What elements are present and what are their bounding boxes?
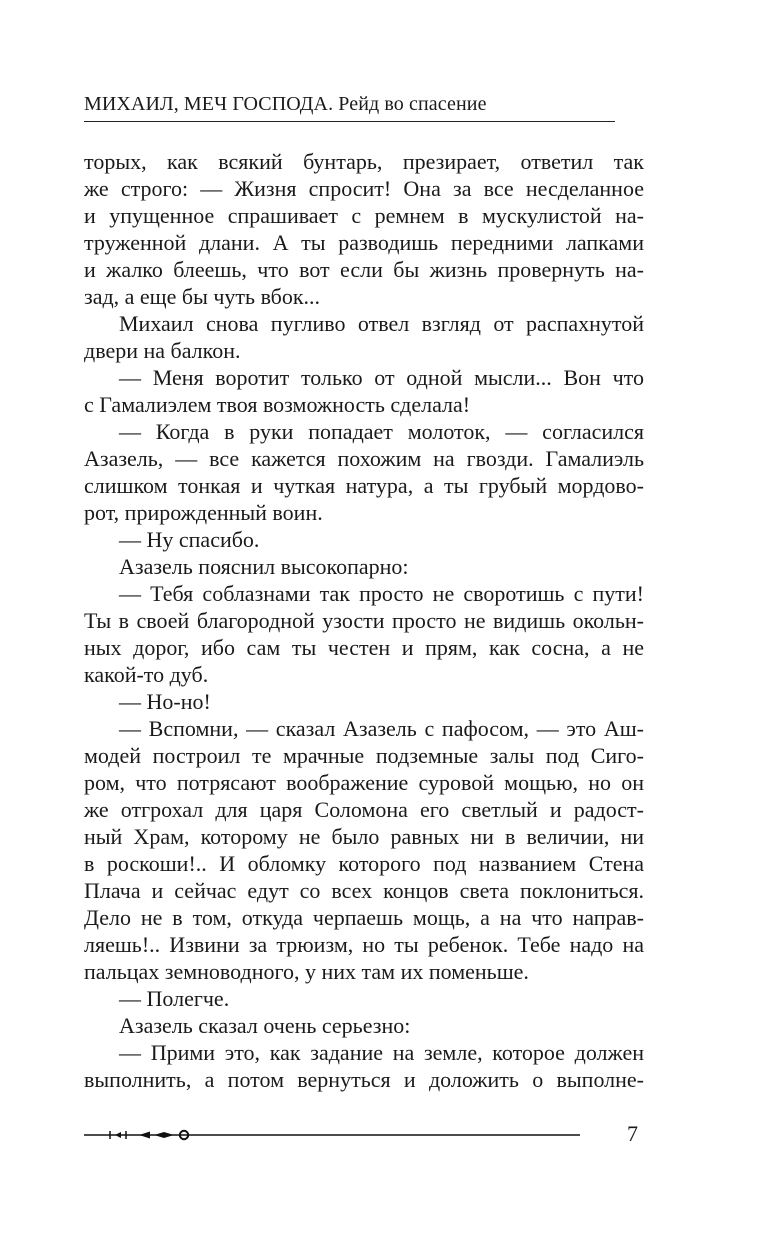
text-line: рот, прирожденный воин. xyxy=(84,500,323,525)
text-line: слишком тонкая и чуткая натура, а ты грубый мордово- xyxy=(84,473,644,498)
text-line: торых, как всякий бунтарь, презирает, ответил так xyxy=(84,149,644,174)
text-line: — Ну спасибо. xyxy=(119,527,260,552)
text-line: пальцах земноводного, у них там их поменьше. xyxy=(84,959,529,984)
text-line: Ты в своей благородной узости просто не видишь окольн- xyxy=(84,608,644,633)
text-line: — Меня воротит только от одной мысли... Вон что xyxy=(119,365,644,390)
text-line: ный Храм, которому не было равных ни в величии, ни xyxy=(84,824,644,849)
text-line: двери на балкон. xyxy=(84,338,241,363)
text-line: Дело не в том, откуда черпаешь мощь, а на что направ- xyxy=(84,905,644,930)
text-line: в роскоши!.. И обломку которого под названием Стена xyxy=(84,851,644,876)
text-line: Азазель пояснил высокопарно: xyxy=(119,554,409,579)
text-line: ных дорог, ибо сам ты честен и прям, как сосна, а не xyxy=(84,635,644,660)
text-line: — Когда в руки попадает молоток, — согласился xyxy=(119,419,644,444)
header-rule xyxy=(84,121,615,122)
text-line: Азазель сказал очень серьезно: xyxy=(119,1013,411,1038)
text-line: — Прими это, как задание на земле, которое должен xyxy=(119,1040,644,1065)
text-line: — Тебя соблазнами так просто не своротишь с пути! xyxy=(119,581,644,606)
text-line: Михаил снова пугливо отвел взгляд от распахнутой xyxy=(119,311,644,336)
text-line: с Гамалиэлем твоя возможность сделала! xyxy=(84,392,471,417)
text-line: и упущенное спрашивает с ремнем в мускулистой на- xyxy=(84,203,644,228)
text-line: зад, а еще бы чуть вбок... xyxy=(84,284,321,309)
text-line: Азазель, — все кажется похожим на гвозди. Гамалиэль xyxy=(84,446,644,471)
running-header: МИХАИЛ, МЕЧ ГОСПОДА. Рейд во спасение xyxy=(84,93,487,115)
text-line: какой-то дуб. xyxy=(84,662,209,687)
text-line: — Вспомни, — сказал Азазель с пафосом, — это Аш- xyxy=(119,716,644,741)
text-line: Плача и сейчас едут со всех концов света поклониться. xyxy=(84,878,644,903)
text-line: модей построил те мрачные подземные залы под Сиго- xyxy=(84,743,644,768)
text-line: ром, что потрясают воображение суровой мощью, но он xyxy=(84,770,644,795)
text-line: — Полегче. xyxy=(119,986,230,1011)
text-line: и жалко блеешь, что вот если бы жизнь провернуть на- xyxy=(84,257,644,282)
decorative-rule-ornament-icon xyxy=(84,1126,584,1144)
text-line: ляешь!.. Извини за трюизм, но ты ребенок. Тебе надо на xyxy=(84,932,644,957)
text-line: выполнить, а потом вернуться и доложить о выполне- xyxy=(84,1067,644,1092)
text-line: — Но-но! xyxy=(119,689,211,714)
text-line: труженной длани. А ты разводишь передними лапками xyxy=(84,230,644,255)
page-number: 7 xyxy=(627,1121,638,1146)
text-line: же строго: — Жизня спросит! Она за все несделанное xyxy=(84,176,644,201)
text-block xyxy=(84,148,644,1093)
text-line: же отгрохал для царя Соломона его светлый и радост- xyxy=(84,797,644,822)
